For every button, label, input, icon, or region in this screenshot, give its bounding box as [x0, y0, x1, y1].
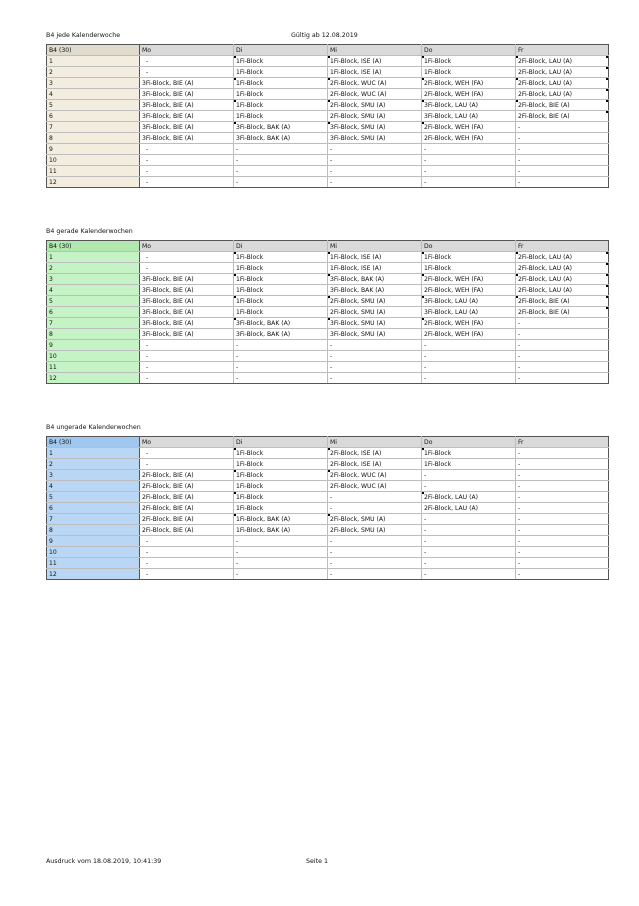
lesson-cell: 2Fi-Block, SMU (A): [328, 307, 422, 318]
lesson-cell: -: [516, 362, 609, 373]
lesson-cell: -: [516, 558, 609, 569]
lesson-cell: -: [328, 569, 422, 580]
period-number: 11: [47, 166, 140, 177]
lesson-cell: 1Fi-Block: [234, 492, 328, 503]
lesson-cell: -: [422, 362, 516, 373]
table-row: [47, 492, 609, 503]
lesson-cell: 2Fi-Block, SMU (A): [328, 514, 422, 525]
lesson-cell: 3Fi-Block, BAK (A): [234, 122, 328, 133]
lesson-cell: 1Fi-Block: [234, 285, 328, 296]
lesson-cell: 2Fi-Block, WUC (A): [328, 89, 422, 100]
table-row: [47, 448, 609, 459]
table-row: [47, 252, 609, 263]
lesson-cell: 2Fi-Block, SMU (A): [328, 100, 422, 111]
period-number: 8: [47, 329, 140, 340]
lesson-cell: 2Fi-Block, WEH (FA): [422, 78, 516, 89]
lesson-cell: -: [516, 503, 609, 514]
lesson-cell: 3Fi-Block, BIE (A): [140, 318, 234, 329]
lesson-cell: 2Fi-Block, WEH (FA): [422, 274, 516, 285]
lesson-cell: -: [422, 155, 516, 166]
lesson-cell: 1Fi-Block: [234, 252, 328, 263]
lesson-cell: -: [422, 351, 516, 362]
table-row: [47, 373, 609, 384]
lesson-cell: -: [516, 155, 609, 166]
lesson-cell: -: [328, 547, 422, 558]
lesson-cell: -: [234, 340, 328, 351]
period-number: 7: [47, 318, 140, 329]
period-number: 12: [47, 177, 140, 188]
lesson-cell: 1Fi-Block: [234, 274, 328, 285]
lesson-cell: -: [328, 373, 422, 384]
period-number: 5: [47, 296, 140, 307]
period-number: 1: [47, 448, 140, 459]
lesson-cell: -: [516, 340, 609, 351]
day-header: Fr: [516, 241, 609, 252]
lesson-cell: 3Fi-Block, BIE (A): [140, 78, 234, 89]
lesson-cell: 1Fi-Block, BAK (A): [234, 514, 328, 525]
lesson-cell: 1Fi-Block: [422, 252, 516, 263]
lesson-cell: -: [140, 166, 234, 177]
lesson-cell: 1Fi-Block: [234, 459, 328, 470]
period-number: 7: [47, 122, 140, 133]
period-number: 12: [47, 569, 140, 580]
table-row: [47, 100, 609, 111]
lesson-cell: -: [234, 558, 328, 569]
lesson-cell: -: [422, 166, 516, 177]
lesson-cell: 2Fi-Block, LAU (A): [516, 89, 609, 100]
lesson-cell: -: [328, 503, 422, 514]
period-number: 11: [47, 362, 140, 373]
lesson-cell: -: [516, 547, 609, 558]
lesson-cell: -: [234, 536, 328, 547]
period-number: 6: [47, 503, 140, 514]
lesson-cell: -: [234, 569, 328, 580]
day-header: Di: [234, 437, 328, 448]
lesson-cell: 2Fi-Block, WEH (FA): [422, 122, 516, 133]
lesson-cell: -: [140, 263, 234, 274]
lesson-cell: -: [516, 177, 609, 188]
class-label: B4 (30): [47, 241, 140, 252]
lesson-cell: 1Fi-Block, ISE (A): [328, 263, 422, 274]
lesson-cell: 2Fi-Block, ISE (A): [328, 459, 422, 470]
lesson-cell: 3Fi-Block, BIE (A): [140, 122, 234, 133]
period-number: 6: [47, 307, 140, 318]
period-number: 10: [47, 155, 140, 166]
lesson-cell: -: [140, 252, 234, 263]
table-row: [47, 547, 609, 558]
lesson-cell: 3Fi-Block, BAK (A): [328, 274, 422, 285]
lesson-cell: 1Fi-Block: [234, 296, 328, 307]
lesson-cell: 1Fi-Block: [234, 111, 328, 122]
lesson-cell: 1Fi-Block: [234, 78, 328, 89]
lesson-cell: 3Fi-Block, SMU (A): [328, 329, 422, 340]
lesson-cell: 2Fi-Block, LAU (A): [516, 263, 609, 274]
table-row: [47, 296, 609, 307]
section-title: B4 ungerade Kalenderwochen: [46, 424, 141, 431]
table-row: [47, 329, 609, 340]
table-row: [47, 503, 609, 514]
period-number: 6: [47, 111, 140, 122]
lesson-cell: -: [422, 514, 516, 525]
day-header: Mo: [140, 437, 234, 448]
footer-print-date: Ausdruck vom 18.08.2019, 10:41:39: [46, 858, 162, 865]
lesson-cell: -: [234, 166, 328, 177]
lesson-cell: -: [140, 373, 234, 384]
table-row: [47, 318, 609, 329]
period-number: 2: [47, 459, 140, 470]
timetable: [46, 240, 609, 384]
lesson-cell: 1Fi-Block: [234, 470, 328, 481]
lesson-cell: 3Fi-Block, BIE (A): [140, 307, 234, 318]
lesson-cell: 3Fi-Block, BIE (A): [140, 100, 234, 111]
lesson-cell: -: [516, 133, 609, 144]
table-row: [47, 133, 609, 144]
lesson-cell: 1Fi-Block: [422, 448, 516, 459]
day-header: Do: [422, 437, 516, 448]
lesson-cell: 1Fi-Block, ISE (A): [328, 252, 422, 263]
lesson-cell: 1Fi-Block, ISE (A): [328, 56, 422, 67]
lesson-cell: 1Fi-Block: [234, 263, 328, 274]
lesson-cell: 2Fi-Block, BIE (A): [516, 100, 609, 111]
table-row: [47, 481, 609, 492]
period-number: 5: [47, 100, 140, 111]
lesson-cell: -: [328, 362, 422, 373]
table-row: [47, 166, 609, 177]
lesson-cell: 1Fi-Block: [234, 67, 328, 78]
lesson-cell: -: [328, 558, 422, 569]
lesson-cell: -: [516, 459, 609, 470]
lesson-cell: -: [516, 514, 609, 525]
table-header-row: [47, 45, 609, 56]
lesson-cell: 3Fi-Block, BAK (A): [234, 133, 328, 144]
lesson-cell: -: [516, 536, 609, 547]
lesson-cell: 3Fi-Block, SMU (A): [328, 318, 422, 329]
timetable: [46, 44, 609, 188]
lesson-cell: 2Fi-Block, BIE (A): [516, 307, 609, 318]
lesson-cell: -: [234, 373, 328, 384]
day-header: Di: [234, 45, 328, 56]
document-header: [46, 32, 606, 42]
lesson-cell: -: [516, 329, 609, 340]
footer-page-number: Seite 1: [306, 858, 328, 865]
period-number: 9: [47, 536, 140, 547]
period-number: 9: [47, 144, 140, 155]
section-title: B4 gerade Kalenderwochen: [46, 228, 133, 235]
lesson-cell: -: [516, 122, 609, 133]
lesson-cell: 3Fi-Block, BAK (A): [234, 329, 328, 340]
lesson-cell: 3Fi-Block, BIE (A): [140, 133, 234, 144]
table-row: [47, 536, 609, 547]
lesson-cell: 2Fi-Block, BIE (A): [140, 481, 234, 492]
lesson-cell: -: [422, 373, 516, 384]
table-row: [47, 67, 609, 78]
lesson-cell: 3Fi-Block, BIE (A): [140, 329, 234, 340]
lesson-cell: 3Fi-Block, BIE (A): [140, 274, 234, 285]
lesson-cell: -: [328, 351, 422, 362]
lesson-cell: 3Fi-Block, LAU (A): [422, 296, 516, 307]
lesson-cell: -: [140, 177, 234, 188]
table-row: [47, 340, 609, 351]
lesson-cell: 2Fi-Block, WUC (A): [328, 78, 422, 89]
lesson-cell: 3Fi-Block, LAU (A): [422, 111, 516, 122]
lesson-cell: -: [328, 340, 422, 351]
class-label: B4 (30): [47, 437, 140, 448]
lesson-cell: -: [422, 536, 516, 547]
lesson-cell: -: [422, 481, 516, 492]
lesson-cell: -: [422, 558, 516, 569]
lesson-cell: -: [234, 547, 328, 558]
day-header: Mi: [328, 45, 422, 56]
table-row: [47, 122, 609, 133]
lesson-cell: -: [328, 177, 422, 188]
table-header-row: [47, 241, 609, 252]
lesson-cell: -: [422, 470, 516, 481]
lesson-cell: -: [234, 177, 328, 188]
lesson-cell: 2Fi-Block, WEH (FA): [422, 329, 516, 340]
table-row: [47, 155, 609, 166]
lesson-cell: -: [422, 525, 516, 536]
lesson-cell: 2Fi-Block, LAU (A): [516, 252, 609, 263]
lesson-cell: 3Fi-Block, BIE (A): [140, 296, 234, 307]
table-row: [47, 351, 609, 362]
lesson-cell: 2Fi-Block, BIE (A): [516, 296, 609, 307]
day-header: Mo: [140, 45, 234, 56]
period-number: 2: [47, 67, 140, 78]
day-header: Mo: [140, 241, 234, 252]
table-row: [47, 514, 609, 525]
lesson-cell: 2Fi-Block, WEH (FA): [422, 318, 516, 329]
lesson-cell: -: [328, 166, 422, 177]
lesson-cell: 2Fi-Block, BIE (A): [140, 525, 234, 536]
table-row: [47, 177, 609, 188]
lesson-cell: -: [234, 351, 328, 362]
lesson-cell: 1Fi-Block, BAK (A): [234, 525, 328, 536]
lesson-cell: 3Fi-Block, BAK (A): [328, 285, 422, 296]
table-row: [47, 362, 609, 373]
day-header: Do: [422, 241, 516, 252]
table-row: [47, 78, 609, 89]
lesson-cell: -: [140, 569, 234, 580]
lesson-cell: 3Fi-Block, LAU (A): [422, 307, 516, 318]
lesson-cell: -: [328, 536, 422, 547]
lesson-cell: -: [140, 351, 234, 362]
period-number: 8: [47, 133, 140, 144]
lesson-cell: 2Fi-Block, SMU (A): [328, 525, 422, 536]
lesson-cell: 1Fi-Block: [422, 67, 516, 78]
lesson-cell: 2Fi-Block, ISE (A): [328, 448, 422, 459]
lesson-cell: 1Fi-Block: [234, 56, 328, 67]
lesson-cell: -: [140, 362, 234, 373]
lesson-cell: 2Fi-Block, WUC (A): [328, 470, 422, 481]
lesson-cell: 1Fi-Block: [234, 448, 328, 459]
lesson-cell: 2Fi-Block, WUC (A): [328, 481, 422, 492]
lesson-cell: 2Fi-Block, WEH (FA): [422, 285, 516, 296]
lesson-cell: 2Fi-Block, BIE (A): [140, 470, 234, 481]
lesson-cell: -: [234, 362, 328, 373]
lesson-cell: 1Fi-Block: [234, 100, 328, 111]
lesson-cell: -: [516, 373, 609, 384]
table-row: [47, 274, 609, 285]
lesson-cell: -: [328, 492, 422, 503]
lesson-cell: -: [422, 144, 516, 155]
table-header-row: [47, 437, 609, 448]
lesson-cell: -: [422, 547, 516, 558]
lesson-cell: 2Fi-Block, LAU (A): [422, 492, 516, 503]
table-row: [47, 525, 609, 536]
day-header: Di: [234, 241, 328, 252]
lesson-cell: 1Fi-Block: [234, 503, 328, 514]
lesson-cell: -: [516, 470, 609, 481]
table-row: [47, 111, 609, 122]
lesson-cell: 2Fi-Block, LAU (A): [516, 285, 609, 296]
lesson-cell: 3Fi-Block, BAK (A): [234, 318, 328, 329]
table-row: [47, 263, 609, 274]
lesson-cell: -: [140, 547, 234, 558]
lesson-cell: 2Fi-Block, BIE (A): [516, 111, 609, 122]
period-number: 3: [47, 274, 140, 285]
lesson-cell: 2Fi-Block, LAU (A): [516, 56, 609, 67]
lesson-cell: 3Fi-Block, BIE (A): [140, 285, 234, 296]
table-row: [47, 307, 609, 318]
lesson-cell: -: [516, 318, 609, 329]
lesson-cell: -: [140, 56, 234, 67]
period-number: 3: [47, 78, 140, 89]
lesson-cell: -: [516, 492, 609, 503]
lesson-cell: 1Fi-Block: [234, 481, 328, 492]
period-number: 9: [47, 340, 140, 351]
lesson-cell: -: [328, 155, 422, 166]
lesson-cell: -: [422, 569, 516, 580]
timetable: [46, 436, 609, 580]
lesson-cell: -: [516, 525, 609, 536]
lesson-cell: 3Fi-Block, BIE (A): [140, 89, 234, 100]
lesson-cell: 1Fi-Block: [422, 56, 516, 67]
period-number: 5: [47, 492, 140, 503]
lesson-cell: 2Fi-Block, BIE (A): [140, 514, 234, 525]
lesson-cell: 2Fi-Block, LAU (A): [516, 67, 609, 78]
table-row: [47, 56, 609, 67]
period-number: 4: [47, 89, 140, 100]
day-header: Mi: [328, 241, 422, 252]
lesson-cell: -: [516, 166, 609, 177]
lesson-cell: 1Fi-Block: [234, 89, 328, 100]
table-row: [47, 569, 609, 580]
lesson-cell: -: [140, 536, 234, 547]
lesson-cell: -: [140, 459, 234, 470]
period-number: 2: [47, 263, 140, 274]
lesson-cell: -: [140, 144, 234, 155]
lesson-cell: 3Fi-Block, SMU (A): [328, 122, 422, 133]
lesson-cell: -: [234, 155, 328, 166]
lesson-cell: 2Fi-Block, SMU (A): [328, 111, 422, 122]
lesson-cell: 2Fi-Block, WEH (FA): [422, 89, 516, 100]
lesson-cell: -: [422, 340, 516, 351]
lesson-cell: 2Fi-Block, BIE (A): [140, 503, 234, 514]
lesson-cell: -: [140, 67, 234, 78]
lesson-cell: -: [422, 177, 516, 188]
table-row: [47, 459, 609, 470]
day-header: Do: [422, 45, 516, 56]
period-number: 10: [47, 547, 140, 558]
period-number: 11: [47, 558, 140, 569]
lesson-cell: -: [140, 155, 234, 166]
period-number: 4: [47, 285, 140, 296]
table-row: [47, 89, 609, 100]
period-number: 4: [47, 481, 140, 492]
lesson-cell: -: [516, 569, 609, 580]
lesson-cell: -: [516, 448, 609, 459]
lesson-cell: 2Fi-Block, LAU (A): [422, 503, 516, 514]
lesson-cell: -: [140, 448, 234, 459]
lesson-cell: 2Fi-Block, LAU (A): [516, 78, 609, 89]
period-number: 12: [47, 373, 140, 384]
lesson-cell: -: [516, 144, 609, 155]
day-header: Mi: [328, 437, 422, 448]
table-row: [47, 144, 609, 155]
period-number: 3: [47, 470, 140, 481]
lesson-cell: 2Fi-Block, SMU (A): [328, 296, 422, 307]
day-header: Fr: [516, 437, 609, 448]
table-row: [47, 470, 609, 481]
period-number: 8: [47, 525, 140, 536]
lesson-cell: -: [234, 144, 328, 155]
lesson-cell: 2Fi-Block, LAU (A): [516, 274, 609, 285]
class-label: B4 (30): [47, 45, 140, 56]
lesson-cell: 1Fi-Block, ISE (A): [328, 67, 422, 78]
lesson-cell: 3Fi-Block, LAU (A): [422, 100, 516, 111]
lesson-cell: -: [140, 558, 234, 569]
lesson-cell: -: [140, 340, 234, 351]
period-number: 7: [47, 514, 140, 525]
header-title: B4 jede Kalenderwoche: [46, 32, 121, 39]
lesson-cell: -: [516, 351, 609, 362]
day-header: Fr: [516, 45, 609, 56]
lesson-cell: 2Fi-Block, WEH (FA): [422, 133, 516, 144]
lesson-cell: -: [516, 481, 609, 492]
lesson-cell: 1Fi-Block: [422, 263, 516, 274]
header-valid-from: Gültig ab 12.08.2019: [291, 32, 358, 39]
lesson-cell: 3Fi-Block, BIE (A): [140, 111, 234, 122]
table-row: [47, 558, 609, 569]
lesson-cell: -: [328, 144, 422, 155]
lesson-cell: 1Fi-Block: [234, 307, 328, 318]
period-number: 1: [47, 56, 140, 67]
lesson-cell: 2Fi-Block, BIE (A): [140, 492, 234, 503]
period-number: 1: [47, 252, 140, 263]
period-number: 10: [47, 351, 140, 362]
lesson-cell: 1Fi-Block: [422, 459, 516, 470]
lesson-cell: 3Fi-Block, SMU (A): [328, 133, 422, 144]
table-row: [47, 285, 609, 296]
